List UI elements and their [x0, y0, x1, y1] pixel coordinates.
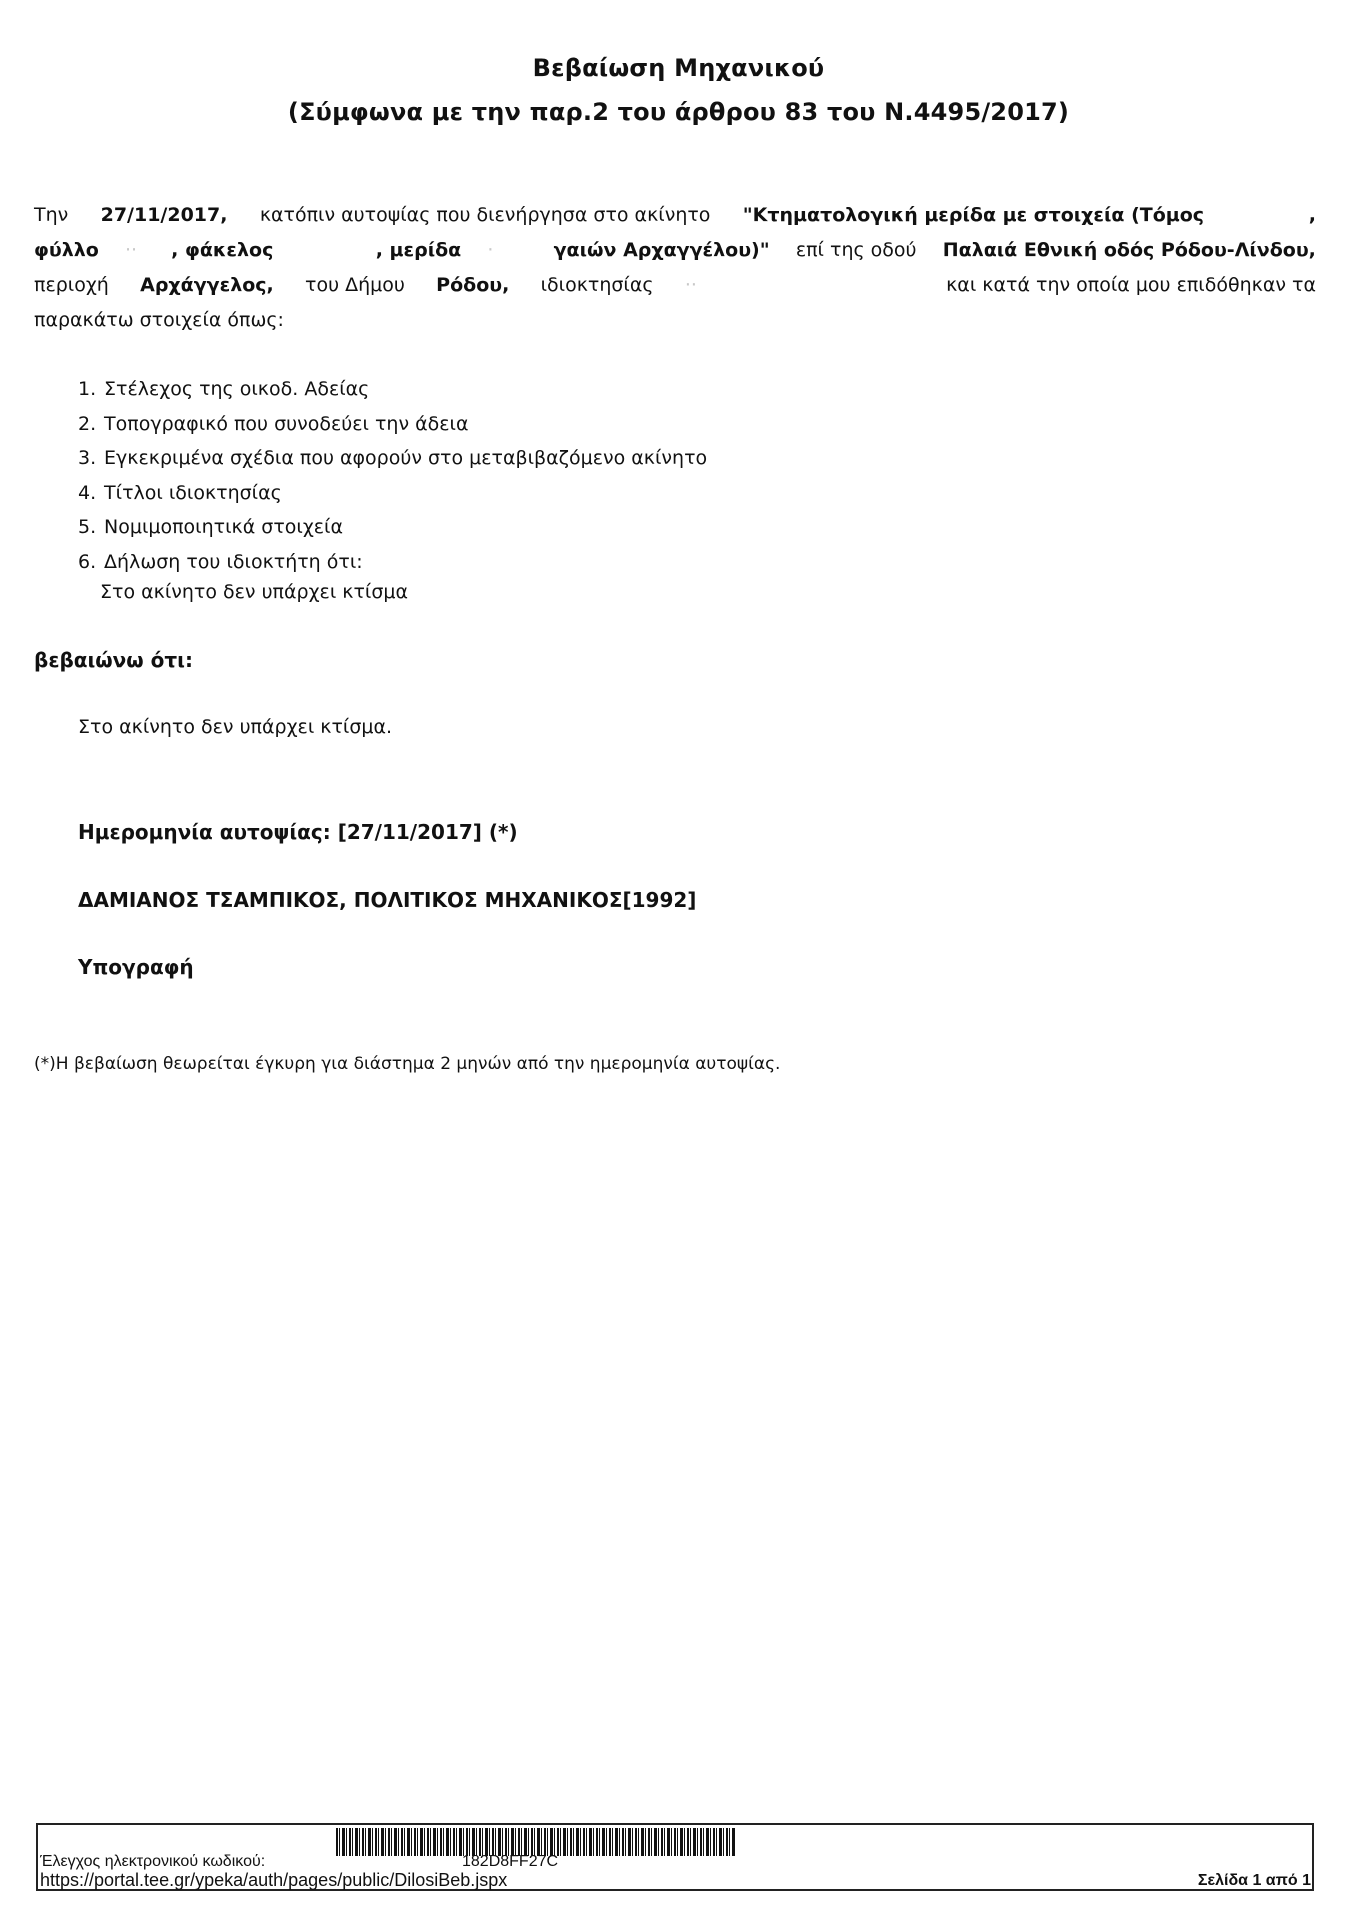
list-item: 5. Νομιμοποιητικά στοιχεία: [78, 516, 344, 538]
inspection-date: Ημερομηνία αυτοψίας: [27/11/2017] (*): [78, 820, 518, 844]
intro-paragraph: Την 27/11/2017, κατόπιν αυτοψίας που διενήργησα στο ακίνητο "Κτηματολογική μερίδα με στοιχεία (Τόμος , φύλλο ·· , φάκελος , μερίδα · γαιών Αρχαγγέλου)" επί της οδού Παλαιά Εθνική οδός Ρόδου-Λίνδου, περιοχή Αρχάγγελος, του Δήμου Ρόδου, ιδιοκτησίας ·· και κατά την οποία μου επιδόθηκαν τα παρακάτω στοιχεία όπως:: [34, 198, 1316, 338]
item6-detail: Στο ακίνητο δεν υπάρχει κτίσμα: [100, 581, 409, 603]
document-subtitle: (Σύμφωνα με την παρ.2 του άρθρου 83 του Ν.4495/2017): [287, 98, 1070, 126]
list-item: 2. Τοπογραφικό που συνοδεύει την άδεια: [78, 412, 469, 435]
list-item: 3. Εγκεκριμένα σχέδια που αφορούν στο μεταβιβαζόμενο ακίνητο: [78, 447, 708, 469]
list-item: 1. Στέλεχος της οικοδ. Αδείας: [78, 378, 370, 400]
code-label: Έλεγχος ηλεκτρονικού κωδικού:: [40, 1853, 266, 1870]
street-name: Παλαιά Εθνική οδός Ρόδου-Λίνδου,: [942, 239, 1316, 261]
barcode: [336, 1828, 736, 1856]
signature-label: Υπογραφή: [78, 955, 194, 979]
document-title: Βεβαίωση Μηχανικού: [532, 54, 825, 82]
list-item: 6. Δήλωση του ιδιοκτήτη ότι:: [78, 550, 363, 573]
certify-text: Στο ακίνητο δεν υπάρχει κτίσμα.: [78, 716, 393, 738]
code-value: 182D8FF27C: [462, 1853, 559, 1870]
verification-url[interactable]: https://portal.tee.gr/ypeka/auth/pages/public/DilosiBeb.jspx: [40, 1870, 508, 1890]
visit-date: 27/11/2017,: [100, 204, 228, 226]
engineer-name: ΔΑΜΙΑΝΟΣ ΤΣΑΜΠΙΚΟΣ, ΠΟΛΙΤΙΚΟΣ ΜΗΧΑΝΙΚΟΣ[1992]: [78, 888, 697, 912]
validity-footnote: (*)Η βεβαίωση θεωρείται έγκυρη για διάστημα 2 μηνών από την ημερομηνία αυτοψίας.: [34, 1054, 781, 1074]
list-item: 4. Τίτλοι ιδιοκτησίας: [78, 481, 282, 504]
document-list: [78, 372, 707, 579]
certify-header: βεβαιώνω ότι:: [34, 648, 193, 672]
page-number: Σελίδα 1 από 1: [1197, 1872, 1311, 1889]
